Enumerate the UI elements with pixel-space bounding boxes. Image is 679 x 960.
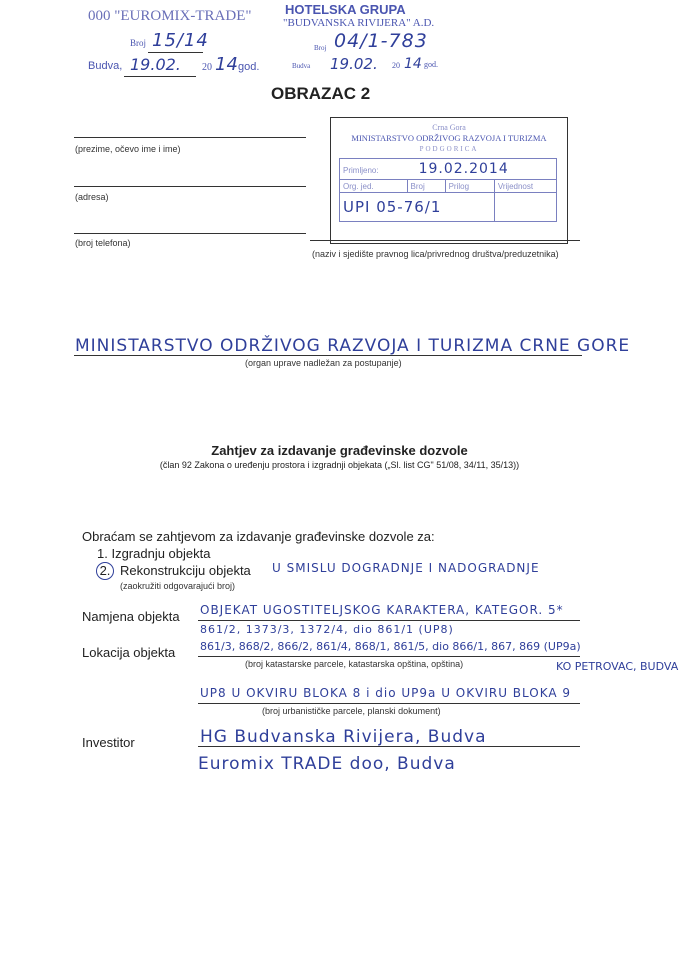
received-label: Primljeno:	[343, 166, 379, 175]
hotel-stamp-line2: "BUDVANSKA RIVIJERA" A.D.	[283, 17, 435, 29]
company-broj-label: Broj	[130, 38, 147, 48]
location-value-1: 861/2, 1373/3, 1372/4, dio 861/1 (UP8)	[200, 623, 454, 636]
urban-parcel-caption: (broj urbanističke parcele, planski dokument)	[262, 706, 441, 716]
circle-hint: (zaokružiti odgovarajući broj)	[120, 581, 236, 591]
location-label: Lokacija objekta	[82, 645, 176, 660]
hotel-broj: 04/1-783	[334, 30, 428, 52]
phone-caption: (broj telefona)	[75, 238, 131, 248]
company-broj: 15/14	[152, 30, 209, 51]
hotel-stamp-line1: HOTELSKA GRUPA	[285, 2, 406, 17]
purpose-label: Namjena objekta	[82, 609, 180, 624]
reconstruction-value: U SMISLU DOGRADNJE I NADOGRADNJE	[272, 561, 540, 575]
hotel-year-prefix: 20	[392, 61, 400, 70]
request-subtitle: (član 92 Zakona o uređenju prostora i izgradnji objekata („Sl. list CG" 51/08, 34/11, 35/13))	[159, 460, 520, 470]
option-reconstruction[interactable]: Rekonstrukciju objekta	[120, 563, 251, 578]
name-caption: (prezime, očevo ime i ime)	[75, 144, 181, 154]
cadastral-municipality: KO PETROVAC, BUDVA	[556, 660, 679, 673]
stamp-table	[339, 158, 557, 222]
company-stamp-name: 000 "EUROMIX-TRADE"	[88, 8, 252, 24]
col-prilog: Prilog	[445, 180, 494, 193]
received-date: 19.02.2014	[418, 161, 509, 177]
company-year-prefix: 20	[202, 62, 212, 73]
request-intro: Obraćam se zahtjevom za izdavanje građevinske dozvole za:	[82, 529, 435, 544]
request-title: Zahtjev za izdavanje građevinske dozvole	[211, 443, 468, 458]
organ-caption: (organ uprave nadležan za postupanje)	[245, 358, 402, 368]
company-god: god.	[238, 61, 260, 73]
hotel-date: 19.02.	[330, 55, 378, 73]
stamp-country: Crna Gora	[432, 123, 466, 132]
hotel-broj-label: Broj	[314, 44, 327, 52]
address-caption: (adresa)	[75, 192, 109, 202]
organ-value: MINISTARSTVO ODRŽIVOG RAZVOJA I TURIZMA CRNE GORE	[75, 336, 631, 356]
purpose-value: OBJEKAT UGOSTITELJSKOG KARAKTERA, KATEGOR. 5*	[200, 603, 564, 617]
col-broj: Broj	[407, 180, 445, 193]
investor-label: Investitor	[82, 735, 135, 750]
investor-value-1: HG Budvanska Rivijera, Budva	[200, 727, 487, 747]
stamp-number: UPI 05-76/1	[343, 198, 442, 216]
hotel-place: Budva	[292, 62, 311, 70]
stamp-city: PODGORICA	[419, 145, 479, 153]
option-reconstruction-number-circled[interactable]: 2.	[96, 562, 114, 580]
location-value-2: 861/3, 868/2, 866/2, 861/4, 868/1, 861/5, dio 866/1, 867, 869 (UP9a)	[200, 640, 581, 653]
location-caption: (broj katastarske parcele, katastarska opština, opština)	[245, 659, 464, 669]
investor-value-2: Euromix TRADE doo, Budva	[198, 754, 456, 774]
company-year: 14	[215, 54, 238, 75]
form-title: OBRAZAC 2	[271, 84, 371, 103]
stamp-ministry: MINISTARSTVO ODRŽIVOG RAZVOJA I TURIZMA	[351, 133, 547, 143]
hotel-god: god.	[424, 60, 438, 69]
hotel-year: 14	[404, 56, 422, 72]
company-date: 19.02.	[130, 55, 181, 74]
col-vrijednost: Vrijednost	[494, 180, 556, 193]
legal-entity-caption: (naziv i sjedište pravnog lica/privrednog društva/preduzetnika)	[312, 249, 559, 259]
ministry-received-stamp	[330, 117, 568, 244]
urban-parcel-value: UP8 U OKVIRU BLOKA 8 i dio UP9a U OKVIRU BLOKA 9	[200, 686, 572, 700]
company-place: Budva,	[88, 60, 123, 72]
col-org: Org. jed.	[340, 180, 408, 193]
option-new-construction[interactable]: 1. Izgradnju objekta	[97, 546, 211, 561]
